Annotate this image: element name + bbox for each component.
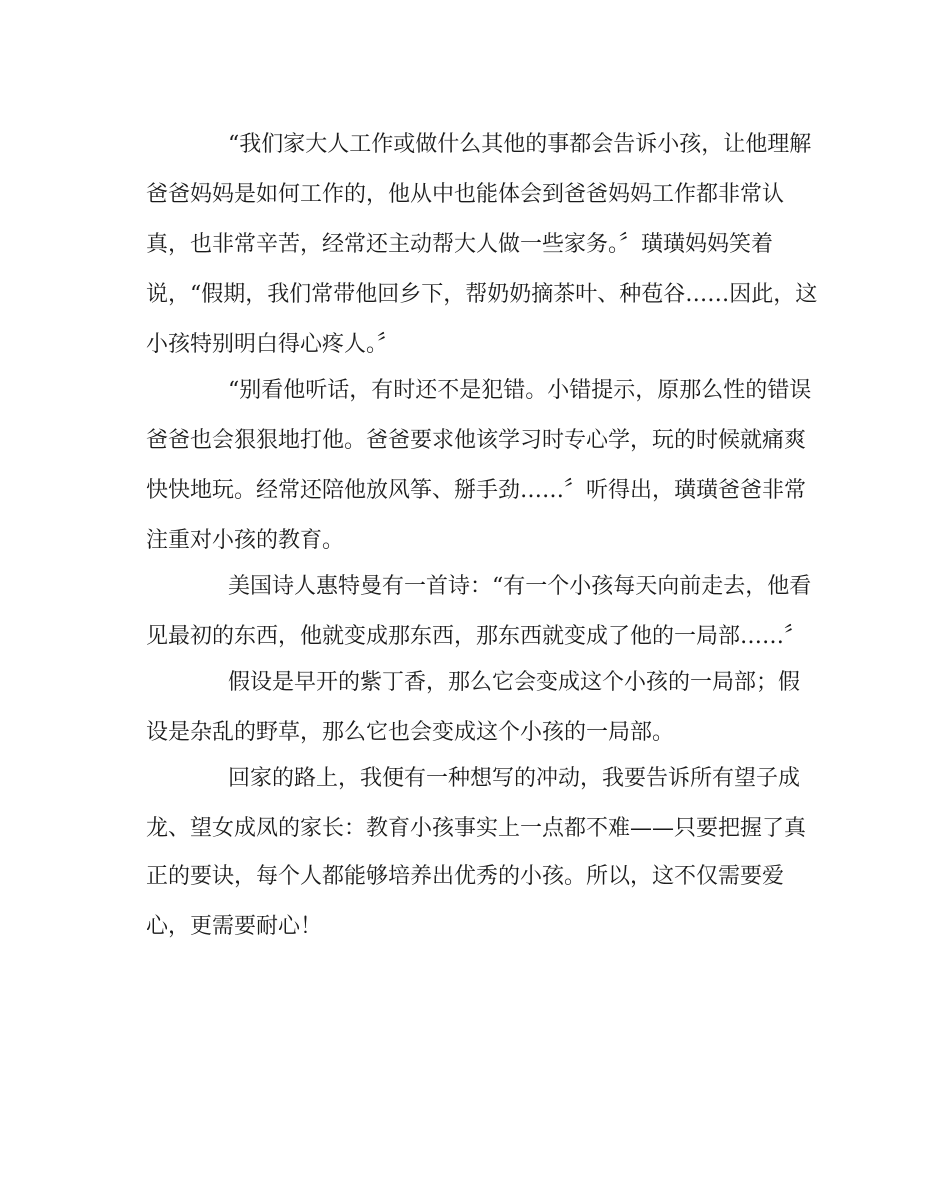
paragraph-3-line-2: 见最初的东西，他就变成那东西，那东西就变成了他的一局部……〞	[146, 624, 807, 649]
paragraph-4-line-1: 假设是早开的紫丁香，那么它会变成这个小孩的一局部；假	[228, 670, 801, 695]
paragraph-3-line-1: 美国诗人惠特曼有一首诗：“有一个小孩每天向前走去，他看	[228, 574, 812, 599]
paragraph-2-line-2: 爸爸也会狠狠地打他。爸爸要求他该学习时专心学，玩的时候就痛爽	[146, 428, 807, 453]
paragraph-5-line-1: 回家的路上，我便有一种想写的冲动，我要告诉所有望子成	[228, 766, 801, 791]
paragraph-1-line-5: 小孩特别明白得心疼人。〞	[146, 332, 400, 357]
paragraph-4-line-2: 设是杂乱的野草，那么它也会变成这个小孩的一局部。	[146, 720, 675, 745]
paragraph-1-line-1: “我们家大人工作或做什么其他的事都会告诉小孩，让他理解	[228, 132, 812, 157]
paragraph-2-line-3: 快快地玩。经常还陪他放风筝、掰手劲……〞听得出，璜璜爸爸非常	[146, 478, 807, 503]
paragraph-5-line-3: 正的要诀，每个人都能够培养出优秀的小孩。所以，这不仅需要爱	[146, 864, 785, 889]
paragraph-2-line-4: 注重对小孩的教育。	[146, 528, 345, 553]
paragraph-5-line-2: 龙、望女成凤的家长：教育小孩事实上一点都不难——只要把握了真	[146, 816, 807, 841]
paragraph-1-line-4: 说，“假期，我们常带他回乡下，帮奶奶摘茶叶、种苞谷……因此，这	[146, 282, 818, 307]
paragraph-1-line-2: 爸爸妈妈是如何工作的，他从中也能体会到爸爸妈妈工作都非常认	[146, 182, 785, 207]
paragraph-1-line-3: 真，也非常辛苦，经常还主动帮大人做一些家务。〞璜璜妈妈笑着	[146, 232, 774, 257]
paragraph-5-line-4: 心，更需要耐心！	[146, 914, 323, 939]
paragraph-2-line-1: “别看他听话，有时还不是犯错。小错提示，原那么性的错误	[228, 378, 812, 403]
